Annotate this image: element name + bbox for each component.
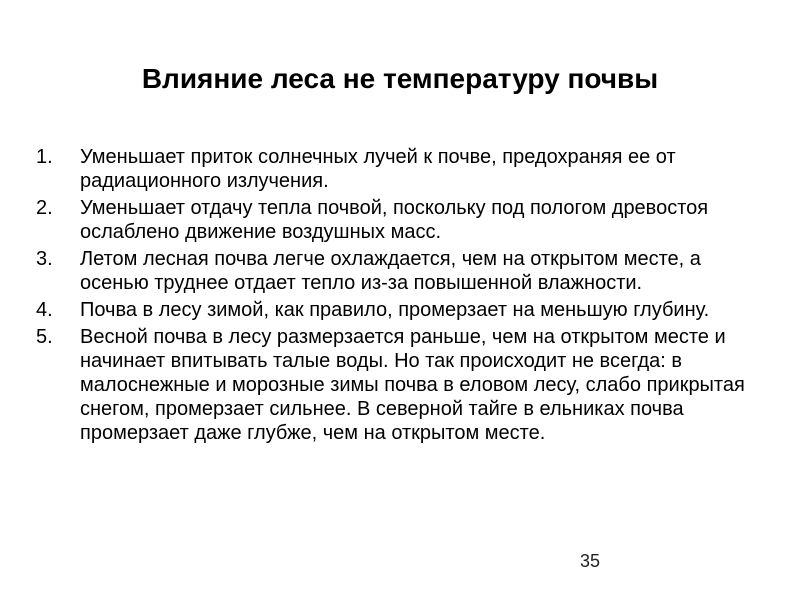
list-item-number: 4.: [36, 299, 53, 321]
slide-title: Влияние леса не температуру почвы: [141, 63, 659, 94]
list-item-3: [36, 247, 764, 295]
list-item-text: Почва в лесу зимой, как правило, промерзает на меньшую глубину.: [80, 299, 710, 321]
numbered-list: [36, 145, 764, 448]
list-item-text: Весной почва в лесу размерзается раньше, чем на открытом месте и начинает впитывать талые воды. Но так происходит не всегда: в малоснежные и морозные зимы почва в еловом лесу, слабо прикрытая снегом, промерзает сильнее. В северной тайге в ельниках почва промерзает даже глубже, чем на открытом месте.: [80, 326, 745, 444]
list-item-4: [36, 298, 764, 322]
list-item-1: [36, 145, 764, 193]
list-item-text: Уменьшает отдачу тепла почвой, поскольку под пологом древостоя ослаблено движение воздушных масс.: [80, 197, 709, 243]
list-item-text: Уменьшает приток солнечных лучей к почве, предохраняя ее от радиационного излучения.: [80, 146, 676, 192]
list-item-number: 2.: [36, 197, 53, 219]
list-item-text: Летом лесная почва легче охлаждается, чем на открытом месте, а осенью труднее отдает тепло из-за повышенной влажности.: [80, 248, 701, 294]
list-item-number: 1.: [36, 146, 53, 168]
page-number: 35: [579, 551, 600, 571]
list-item-number: 3.: [36, 248, 53, 270]
list-item-number: 5.: [36, 326, 53, 348]
list-item-5: [36, 325, 764, 445]
list-item-2: [36, 196, 764, 244]
